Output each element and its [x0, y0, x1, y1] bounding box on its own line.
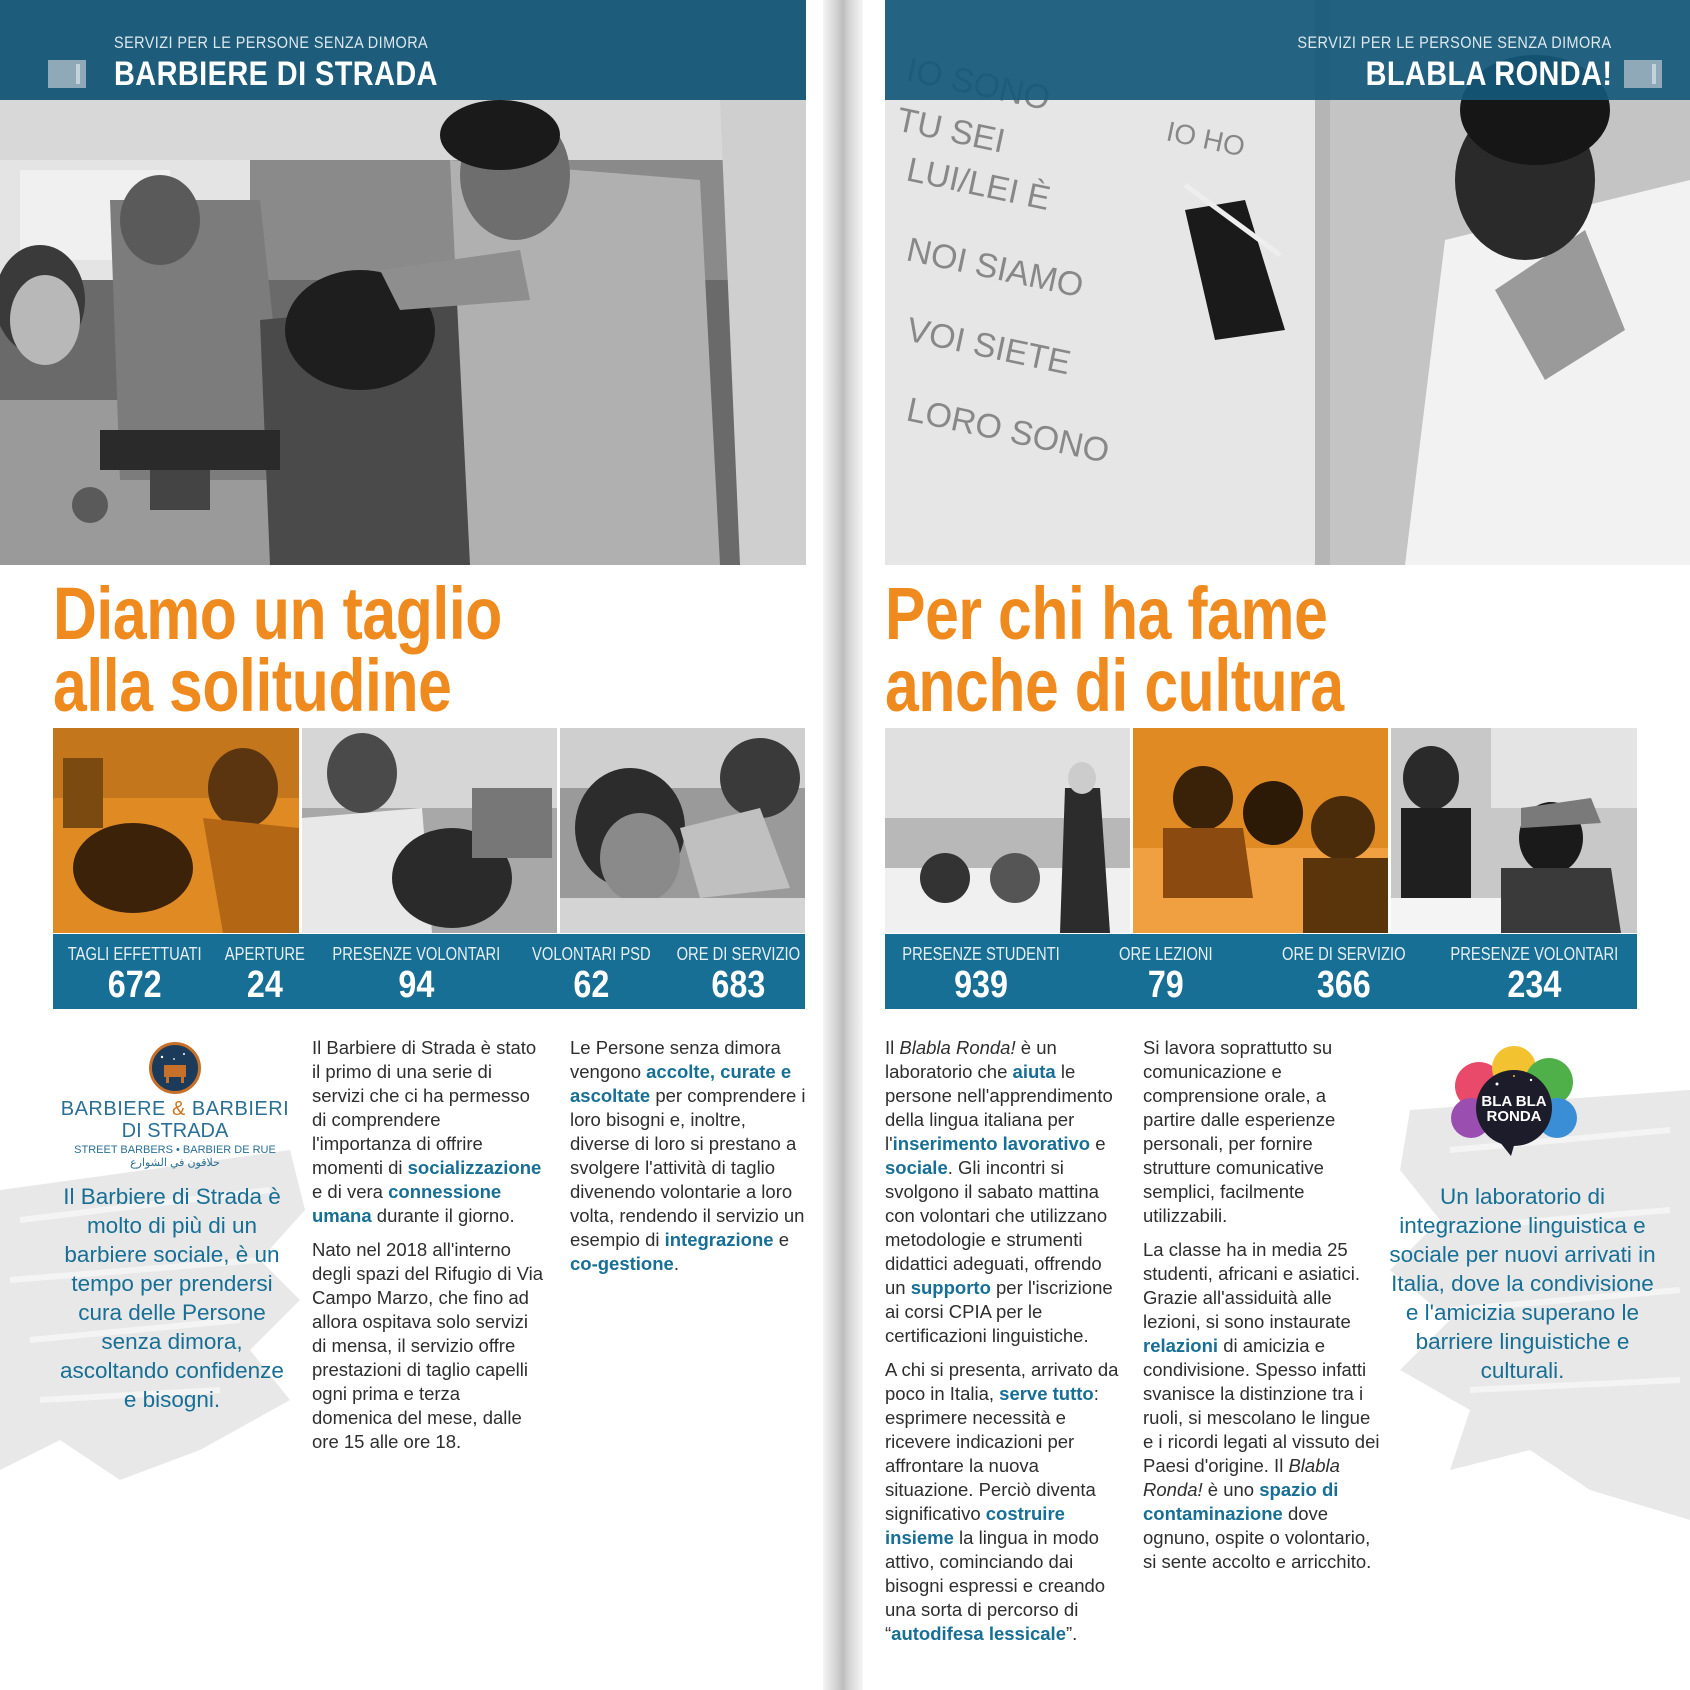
stat-item [1432, 934, 1637, 1009]
text-run: Le Persone senza dimora vengono [570, 1037, 781, 1082]
blabla-ronda-logo [1449, 1046, 1579, 1161]
highlight: relazioni [1143, 1335, 1219, 1356]
text-run: durante il giorno. [371, 1205, 515, 1226]
text-run: di amicizia e condivisione. Spesso infatti svanisce la distinzione tra i ruoli, si mescolano le lingue e i ricordi legati al vissuto dei Paesi d'origine. Il [1143, 1335, 1380, 1476]
class-photo-gray-2 [1391, 728, 1637, 933]
headline-line-2: anche di cultura [885, 644, 1344, 727]
text-run: è uno [1202, 1479, 1260, 1500]
stat-label: ORE DI SERVIZIO [1281, 944, 1406, 964]
stat-label: APERTURE [225, 944, 306, 964]
text-run: la lingua in modo attivo, cominciando dai bisogni espressi e creando una sorta di percorso di “ [885, 1527, 1106, 1644]
barber-photo-gray-1 [302, 728, 557, 933]
class-photo-orange [1133, 728, 1388, 933]
text-run: ”. [1065, 1623, 1078, 1644]
page-headline [885, 572, 1344, 727]
paragraph [570, 1036, 810, 1276]
text-run: per comprendere i loro bisogni e, inoltre, diverse di loro si prestano a svolgere l'attività di taglio divenendo volontarie a loro volta, rendendo il servizio un esempio di [570, 1085, 806, 1250]
photo-strip [53, 728, 805, 933]
highlight: co-gestione [570, 1253, 674, 1274]
board-word: LORO SONO [903, 390, 1113, 471]
stat-item [1077, 934, 1255, 1009]
logo-line-4: حلاقون في الشوارع [130, 1157, 220, 1169]
board-word: NOI SIAMO [903, 230, 1087, 306]
text-run: e [773, 1229, 790, 1250]
section-title: BARBIERE DI STRADA [114, 55, 438, 93]
barbiere-logo [60, 1042, 290, 1169]
barber-photo-orange [53, 728, 299, 933]
right-page [863, 0, 1690, 1690]
stat-value: 366 [1316, 964, 1371, 1006]
logo-line-1 [60, 1098, 290, 1121]
class-photo-gray-1 [885, 728, 1130, 933]
paragraph [1143, 1238, 1383, 1574]
paragraph: Nato nel 2018 all'interno degli spazi del Rifugio di Via Campo Marzo, che fino ad allora ospitava solo servizi di mensa, il servizio offre prestazioni di taglio capelli ogni prima e terza domenica del mese, dalle ore 15 alle ore 18. [312, 1239, 544, 1452]
stat-value: 24 [247, 964, 284, 1006]
stat-value: 672 [107, 964, 162, 1006]
section-kicker: SERVIZI PER LE PERSONE SENZA DIMORA [114, 33, 429, 52]
stat-label: PRESENZE VOLONTARI [332, 944, 501, 964]
text-column-1 [312, 1036, 544, 1464]
section-kicker: SERVIZI PER LE PERSONE SENZA DIMORA [1297, 33, 1612, 52]
highlight: autodifesa lessicale [891, 1623, 1066, 1644]
whiteboard-hero-photo [885, 0, 1690, 565]
board-word: IO HO [1163, 115, 1248, 163]
highlight: serve tutto [999, 1383, 1094, 1404]
headline-line-1: Diamo un taglio [53, 572, 502, 655]
stat-label: TAGLI EFFETTUATI [67, 944, 202, 964]
logo-line-3: STREET BARBERS • BARBIER DE RUE [74, 1144, 276, 1156]
paragraph [312, 1036, 544, 1228]
italic-run: Blabla Ronda! [1143, 1455, 1340, 1500]
board-word: TU SEI [893, 100, 1009, 161]
photo-strip [885, 728, 1637, 933]
highlight: supporto [910, 1277, 991, 1298]
highlight: socializzazione [407, 1157, 542, 1178]
text-run: e di vera [312, 1181, 389, 1202]
stat-label: VOLONTARI PSD [531, 944, 651, 964]
text-column-1 [885, 1036, 1125, 1656]
stat-item [53, 934, 216, 1009]
stat-label: ORE DI SERVIZIO [677, 944, 801, 964]
stat-label: ORE LEZIONI [1119, 944, 1213, 964]
text-run: dove ognuno, ospite o volontario, si sente accolto e arricchito. [1143, 1503, 1372, 1572]
text-run: . Gli incontri si svolgono il sabato mattina con volontari che utilizzano metodologie e strumenti didattici adeguati, offrendo un [885, 1157, 1108, 1298]
headline-line-2: alla solitudine [53, 644, 452, 727]
left-page [0, 0, 823, 1690]
headline-line-1: Per chi ha fame [885, 572, 1328, 655]
highlight: accolte, curate e ascoltate [570, 1061, 792, 1106]
text-column-2 [1143, 1036, 1383, 1584]
section-title: BLABLA RONDA! [1365, 55, 1612, 93]
page-headline [53, 572, 502, 727]
paragraph [885, 1358, 1125, 1646]
highlight: integrazione [664, 1229, 774, 1250]
pull-quote: Il Barbiere di Strada è molto di più di un barbiere sociale, è un tempo per prendersi cura delle Persone senza dimora, ascoltando confidenze e bisogni. [60, 1184, 284, 1412]
highlight: spazio di contaminazione [1143, 1479, 1339, 1524]
barber-photo-gray-2 [560, 728, 805, 933]
logo-text [1449, 1094, 1579, 1124]
logo-ampersand: & [171, 1098, 186, 1120]
highlight: inserimento lavorativo [892, 1133, 1091, 1154]
highlight: costruire insieme [885, 1503, 1065, 1548]
stats-bar [53, 934, 805, 1009]
text-run: : esprimere necessità e ricevere indicazioni per affrontare la nuova situazione. Perciò diventa significativo [885, 1383, 1099, 1524]
italic-run: Blabla Ronda! [899, 1037, 1016, 1058]
stat-item [314, 934, 519, 1009]
stat-value: 79 [1147, 964, 1184, 1006]
text-run: Il Barbiere di Strada è stato il primo di una serie di servizi che ci ha permesso di comprendere l'importanza di offrire momenti di [312, 1037, 537, 1178]
board-word: VOI SIETE [903, 310, 1074, 383]
logo-line-2: RONDA [1486, 1108, 1542, 1125]
stat-value: 939 [954, 964, 1008, 1006]
text-run: e [1090, 1133, 1106, 1154]
highlight: connessione umana [312, 1181, 502, 1226]
book-gutter [823, 0, 863, 1690]
stat-item [216, 934, 314, 1009]
stat-value: 683 [711, 964, 766, 1006]
stat-label: PRESENZE VOLONTARI [1450, 944, 1619, 964]
text-run: . [673, 1253, 679, 1274]
stats-bar [885, 934, 1637, 1009]
stat-label: PRESENZE STUDENTI [902, 944, 1060, 964]
page-tab-marker [1624, 60, 1662, 88]
logo-word-barbieri: BARBIERI [191, 1098, 290, 1120]
board-word: LUI/LEI È [903, 150, 1054, 219]
logo-word-barbiere: BARBIERE [60, 1098, 166, 1120]
text-column-2 [570, 1036, 810, 1286]
text-run: per l'iscrizione ai corsi CPIA per le certificazioni linguistiche. [885, 1277, 1113, 1346]
stat-item [1255, 934, 1433, 1009]
barber-chair-icon [149, 1042, 201, 1094]
paragraph: Si lavora soprattutto su comunicazione e comprensione orale, a partire dalle esperienze personali, per fornire strutture comunicative semplici, facilmente utilizzabili. [1143, 1037, 1336, 1226]
barbershop-hero-photo [0, 0, 806, 565]
highlight: aiuta [1012, 1061, 1056, 1082]
logo-line-1: BLA BLA [1481, 1093, 1547, 1110]
text-run: A chi si presenta, arrivato da poco in Italia, [885, 1359, 1119, 1404]
paragraph [885, 1036, 1125, 1348]
stat-value: 62 [573, 964, 610, 1006]
pull-quote: Un laboratorio di integrazione linguistica e sociale per nuovi arrivati in Italia, dove la condivisione e l'amicizia superano le barriere linguistiche e culturali. [1389, 1184, 1656, 1383]
highlight: sociale [885, 1157, 948, 1178]
text-run: le persone nell'apprendimento della lingua italiana per l' [885, 1061, 1113, 1154]
text-run: La classe ha in media 25 studenti, africani e asiatici. Grazie all'assiduità alle lezioni, si sono instaurate [1143, 1239, 1360, 1332]
stat-value: 234 [1507, 964, 1562, 1006]
stat-value: 94 [398, 964, 435, 1006]
text-run: è un laboratorio che [885, 1037, 1057, 1082]
stat-item [885, 934, 1077, 1009]
stat-item [519, 934, 664, 1009]
page-tab-marker [48, 60, 86, 88]
logo-line-2: DI STRADA [121, 1120, 229, 1142]
stat-item [663, 934, 814, 1009]
text-run: Il [885, 1037, 900, 1058]
